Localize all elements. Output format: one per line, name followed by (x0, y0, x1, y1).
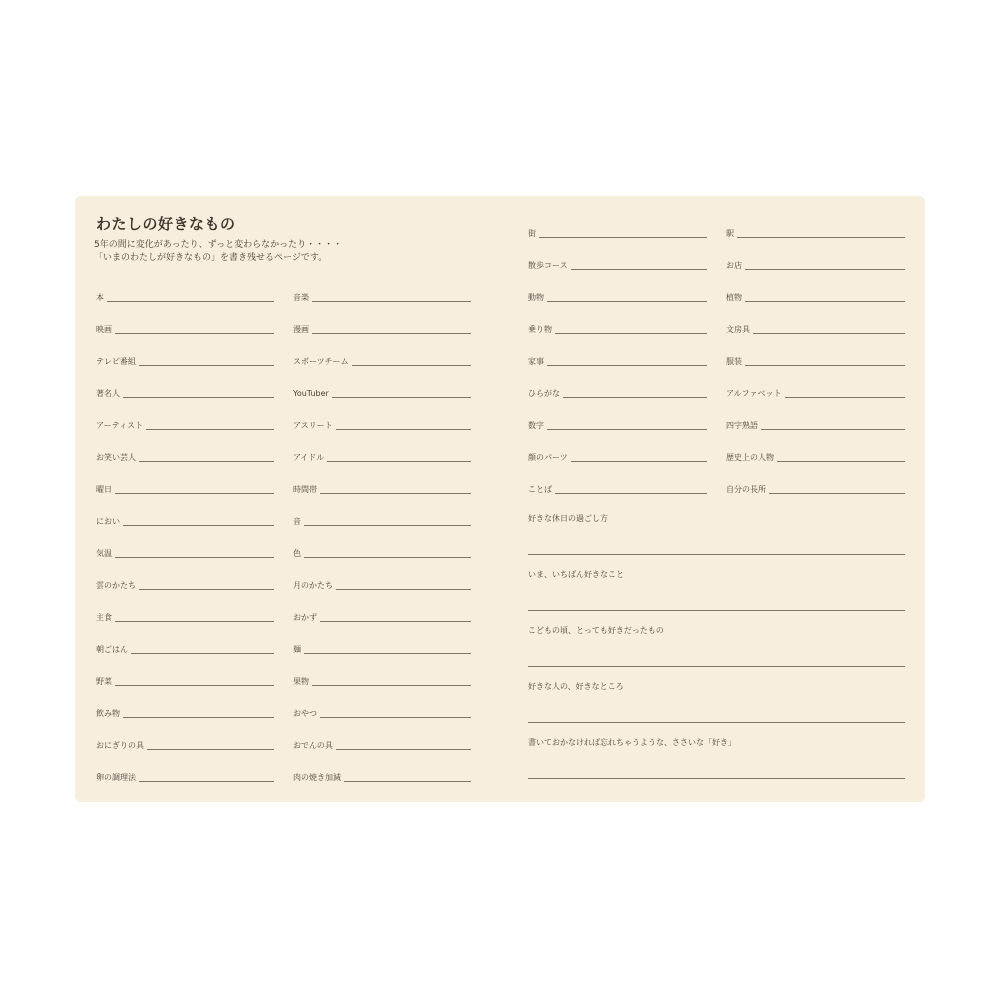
item-label: 自分の長所 (726, 485, 766, 494)
write-line[interactable] (528, 554, 905, 555)
long-answer-label: 書いておかなければ忘れちゃうような、ささいな「好き」 (528, 738, 736, 747)
item-label: 映画 (96, 325, 112, 334)
item-label: 漫画 (293, 325, 309, 334)
item-label: 気温 (96, 549, 112, 558)
list-item[interactable] (96, 430, 274, 462)
long-answer-item[interactable] (528, 736, 905, 792)
list-item[interactable] (293, 750, 471, 782)
list-item[interactable] (726, 302, 905, 334)
write-line[interactable] (528, 610, 905, 611)
list-item[interactable] (726, 366, 905, 398)
write-line[interactable] (139, 781, 274, 782)
list-item[interactable] (528, 334, 707, 366)
item-label: 著名人 (96, 389, 120, 398)
list-item[interactable] (293, 622, 471, 654)
list-item[interactable] (528, 430, 707, 462)
write-line[interactable] (344, 781, 471, 782)
long-answer-label: こどもの頃、とっても好きだったもの (528, 626, 664, 635)
list-item[interactable] (293, 526, 471, 558)
item-label: 雲のかたち (96, 581, 136, 590)
item-label: お店 (726, 261, 742, 270)
write-line[interactable] (528, 666, 905, 667)
item-label: 四字熟語 (726, 421, 758, 430)
item-label: ことば (528, 485, 552, 494)
list-item[interactable] (96, 686, 274, 718)
item-label: おかず (293, 613, 317, 622)
list-item[interactable] (96, 526, 274, 558)
item-label: 植物 (726, 293, 742, 302)
list-item[interactable] (96, 494, 274, 526)
list-item[interactable] (528, 238, 707, 270)
item-label: 曜日 (96, 485, 112, 494)
list-item[interactable] (726, 462, 905, 494)
list-item[interactable] (293, 686, 471, 718)
item-label: YouTuber (293, 389, 329, 398)
list-item[interactable] (96, 590, 274, 622)
list-item[interactable] (726, 238, 905, 270)
item-label: 本 (96, 293, 104, 302)
list-item[interactable] (528, 398, 707, 430)
list-item[interactable] (293, 398, 471, 430)
item-label: 色 (293, 549, 301, 558)
list-item[interactable] (293, 302, 471, 334)
item-label: ひらがな (528, 389, 560, 398)
list-item[interactable] (293, 462, 471, 494)
list-item[interactable] (726, 206, 905, 238)
list-item[interactable] (96, 622, 274, 654)
item-label: 主食 (96, 613, 112, 622)
list-item[interactable] (293, 430, 471, 462)
column-2 (293, 270, 471, 782)
list-item[interactable] (293, 654, 471, 686)
list-item[interactable] (293, 558, 471, 590)
page-subtitle-1: 5年の間に変化があったり、ずっと変わらなかったり・・・・ (94, 240, 343, 250)
list-item[interactable] (726, 430, 905, 462)
item-label: 朝ごはん (96, 645, 128, 654)
item-label: おでんの具 (293, 741, 333, 750)
item-label: 音楽 (293, 293, 309, 302)
write-line[interactable] (528, 778, 905, 779)
list-item[interactable] (96, 334, 274, 366)
item-label: 野菜 (96, 677, 112, 686)
item-label: 服装 (726, 357, 742, 366)
list-item[interactable] (528, 206, 707, 238)
item-label: 時間帯 (293, 485, 317, 494)
long-answer-label: 好きな人の、好きなところ (528, 682, 624, 691)
item-label: 歴史上の人物 (726, 453, 774, 462)
item-label: 卵の調理法 (96, 773, 136, 782)
item-label: アーティスト (96, 421, 144, 430)
column-1 (96, 270, 274, 782)
item-label: お笑い芸人 (96, 453, 136, 462)
item-label: 文房具 (726, 325, 750, 334)
long-answer-label: 好きな休日の過ごし方 (528, 514, 608, 523)
item-label: 家事 (528, 357, 544, 366)
long-answer-item[interactable] (528, 512, 905, 568)
long-answer-item[interactable] (528, 624, 905, 680)
item-label: おやつ (293, 709, 317, 718)
list-item[interactable] (96, 398, 274, 430)
list-item[interactable] (528, 462, 707, 494)
column-4 (726, 206, 905, 494)
write-line[interactable] (528, 722, 905, 723)
list-item[interactable] (293, 718, 471, 750)
list-item[interactable] (726, 270, 905, 302)
page-subtitle-2: 「いまのわたしが好きなもの」を書き残せるページです。 (94, 253, 328, 263)
write-line[interactable] (769, 493, 905, 494)
list-item[interactable] (293, 494, 471, 526)
item-label: 散歩コース (528, 261, 568, 270)
page-title: わたしの好きなもの (96, 215, 236, 233)
list-item[interactable] (96, 366, 274, 398)
list-item[interactable] (293, 334, 471, 366)
long-answer-label: いま、いちばん好きなこと (528, 570, 624, 579)
item-label: 果物 (293, 677, 309, 686)
item-label: おにぎりの具 (96, 741, 144, 750)
item-label: スポーツチーム (293, 357, 349, 366)
item-label: 音 (293, 517, 301, 526)
list-item[interactable] (96, 654, 274, 686)
long-answer-item[interactable] (528, 568, 905, 624)
item-label: 駅 (726, 229, 734, 238)
list-item[interactable] (96, 302, 274, 334)
list-item[interactable] (528, 302, 707, 334)
list-item[interactable] (528, 270, 707, 302)
list-item[interactable] (96, 750, 274, 782)
item-label: 月のかたち (293, 581, 333, 590)
list-item[interactable] (726, 334, 905, 366)
item-label: 乗り物 (528, 325, 552, 334)
item-label: におい (96, 517, 120, 526)
item-label: 顔のパーツ (528, 453, 568, 462)
list-item[interactable] (96, 462, 274, 494)
long-answer-list (528, 512, 905, 792)
item-label: アルファベット (726, 389, 782, 398)
favorites-sheet (75, 196, 925, 802)
long-answer-item[interactable] (528, 680, 905, 736)
item-label: 肉の焼き加減 (293, 773, 341, 782)
item-label: 麺 (293, 645, 301, 654)
write-line[interactable] (555, 493, 707, 494)
item-label: テレビ番組 (96, 357, 136, 366)
list-item[interactable] (528, 366, 707, 398)
list-item[interactable] (293, 590, 471, 622)
column-3 (528, 206, 707, 494)
item-label: 飲み物 (96, 709, 120, 718)
item-label: アイドル (293, 453, 325, 462)
list-item[interactable] (293, 366, 471, 398)
item-label: 数字 (528, 421, 544, 430)
item-label: 動物 (528, 293, 544, 302)
item-label: アスリート (293, 421, 333, 430)
list-item[interactable] (96, 270, 274, 302)
list-item[interactable] (293, 270, 471, 302)
list-item[interactable] (96, 558, 274, 590)
list-item[interactable] (726, 398, 905, 430)
list-item[interactable] (96, 718, 274, 750)
item-label: 街 (528, 229, 536, 238)
